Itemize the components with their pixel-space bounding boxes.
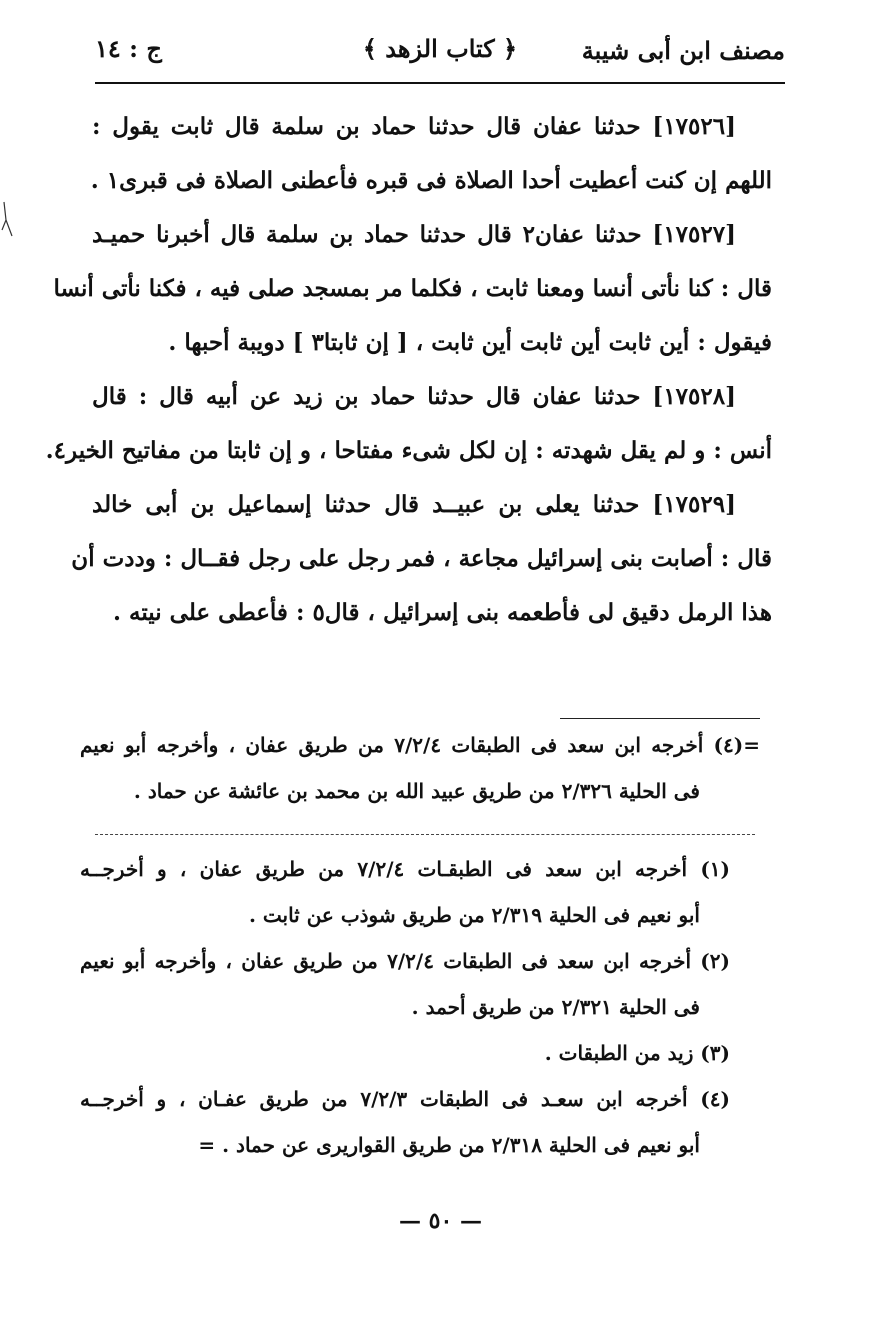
text-line: [١٧٥٢٩] حدثنا يعلى بن عبيــد قال حدثنا إسماعيل بن أبى خالد	[92, 491, 736, 518]
footnote-line: =(٤) أخرجه ابن سعد فى الطبقات ٧/٢/٤ من طريق عفان ، وأخرجه أبو نعيم	[80, 733, 760, 757]
chapter-title: ﴿ كتاب الزهد ﴾	[362, 34, 518, 63]
footnote-line: (١) أخرجه ابن سعد فى الطبقـات ٧/٢/٤ من طريق عفان ، و أخرجــه	[80, 857, 730, 881]
main-text	[45, 100, 772, 640]
footnote-line: أبو نعيم فى الحلية ٢/٣١٨ من طريق القواريرى عن حماد . =	[198, 1133, 700, 1157]
footnote-divider	[95, 834, 755, 835]
footnote-line: (٤) أخرجه ابن سعـد فى الطبقات ٧/٢/٣ من طريق عفـان ، و أخرجــه	[80, 1087, 730, 1111]
page-header	[95, 22, 785, 78]
footnote-line: أبو نعيم فى الحلية ٢/٣١٩ من طريق شوذب عن ثابت .	[248, 903, 700, 927]
work-title: مصنف ابن أبى شيبة	[581, 36, 785, 65]
footnote-line: (٢) أخرجه ابن سعد فى الطبقات ٧/٢/٤ من طريق عفان ، وأخرجه أبو نعيم	[80, 949, 730, 973]
header-rule	[95, 82, 785, 84]
footnotes	[80, 846, 760, 1168]
page-number: — ٥٠ —	[399, 1208, 482, 1234]
footnote-line: (٣) زيد من الطبقات .	[544, 1041, 730, 1065]
text-line: فيقول : أين ثابت أين ثابت أين ثابت ، [ إن ثابتا٣ ] دويبة أحبها .	[168, 329, 772, 356]
text-line: [١٧٥٢٨] حدثنا عفان قال حدثنا حماد بن زيد عن أبيه قال : قال	[92, 383, 736, 410]
volume-number: ج : ١٤	[95, 34, 162, 63]
footnote-line: فى الحلية ٢/٣٢٦ من طريق عبيد الله بن محمد بن عائشة عن حماد .	[133, 779, 700, 803]
page-edge-mark	[0, 200, 18, 240]
text-line: قال : كنا نأتى أنسا ومعنا ثابت ، فكلما مر بمسجد صلى فيه ، فكنا نأتى أنسا	[53, 275, 772, 302]
text-line: قال : أصابت بنى إسرائيل مجاعة ، فمر رجل على رجل فقــال : وددت أن	[71, 545, 772, 572]
footnote-line: فى الحلية ٢/٣٢١ من طريق أحمد .	[411, 995, 700, 1019]
text-line: أنس : و لم يقل شهدته : إن لكل شىء مفتاحا ، و إن ثابتا من مفاتيح الخير٤.	[45, 437, 772, 464]
footnote-separator	[560, 718, 760, 719]
text-line: [١٧٥٢٧] حدثنا عفان٢ قال حدثنا حماد بن سلمة قال أخبرنا حميـد	[92, 221, 736, 248]
text-line: [١٧٥٢٦] حدثنا عفان قال حدثنا حماد بن سلمة قال ثابت يقول :	[92, 113, 736, 140]
text-line: هذا الرمل دقيق لى فأطعمه بنى إسرائيل ، قال٥ : فأعطى على نيته .	[113, 599, 772, 626]
continued-footnote	[80, 722, 760, 814]
text-line: اللهم إن كنت أعطيت أحدا الصلاة فى قبره فأعطنى الصلاة فى قبرى١ .	[90, 167, 772, 194]
